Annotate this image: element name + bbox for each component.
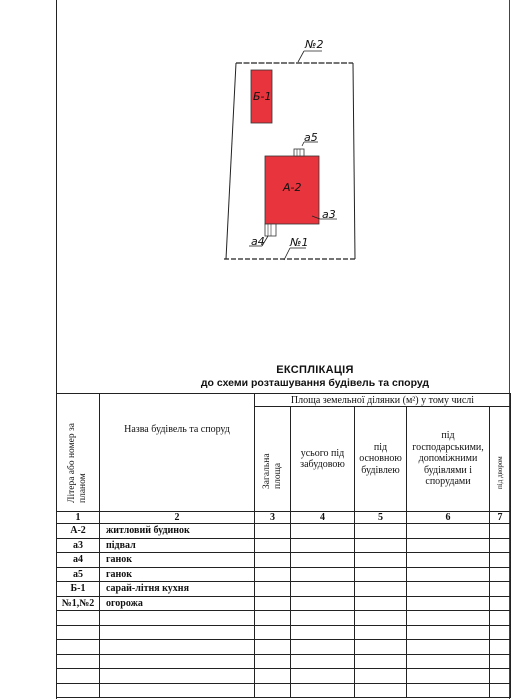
col-number: 6: [407, 512, 490, 524]
row-code: а5: [57, 567, 100, 582]
row-name: огорожа: [100, 596, 255, 611]
header-area-group: Площа земельної ділянки (м²) у тому числі: [255, 394, 511, 407]
row-name: житловий будинок: [100, 524, 255, 539]
building-b1: [251, 70, 272, 123]
header-name: Назва будівель та споруд: [100, 394, 255, 512]
explication-table: [56, 393, 511, 698]
explication-heading: ЕКСПЛІКАЦІЯ: [276, 364, 354, 376]
header-aux: під господарськими, допоміжними будівлями і спорудами: [407, 407, 490, 512]
col-number: 4: [291, 512, 355, 524]
row-name: сарай-літня кухня: [100, 582, 255, 597]
row-name: ганок: [100, 553, 255, 568]
table-row: [57, 567, 511, 582]
header-yard-text: під двором: [495, 456, 504, 489]
explication-subheading: до схеми розташування будівель та споруд: [200, 377, 430, 389]
table-row: [57, 538, 511, 553]
col-number: 5: [355, 512, 407, 524]
col-number: 3: [255, 512, 291, 524]
explication-title: [160, 364, 470, 389]
porch-a5: [294, 131, 318, 156]
row-name: підвал: [100, 538, 255, 553]
table-row: [57, 524, 511, 539]
table-row: [57, 553, 511, 568]
table-row: [57, 582, 511, 597]
table-row-empty: [57, 669, 511, 684]
header-letter: [57, 394, 100, 512]
table-row-empty: [57, 625, 511, 640]
header-letter-text: Літера або номер за планом: [67, 422, 88, 503]
building-a2-label: А-2: [283, 181, 302, 194]
building-b1-label: Б-1: [253, 90, 272, 103]
column-number-row: [57, 512, 511, 524]
table-row-empty: [57, 654, 511, 669]
header-main: під основною будівлею: [355, 407, 407, 512]
table-row-empty: [57, 611, 511, 626]
fence-bottom-label: №1: [290, 236, 309, 249]
col-number: 1: [57, 512, 100, 524]
table-row-empty: [57, 683, 511, 698]
row-code: Б-1: [57, 582, 100, 597]
header-yard: [490, 407, 511, 512]
row-code: №1,№2: [57, 596, 100, 611]
fence-label-top: [298, 38, 323, 62]
table-row: [57, 596, 511, 611]
row-name: ганок: [100, 567, 255, 582]
porch-a5-label: а5: [304, 131, 318, 144]
header-built: усього під забудовою: [291, 407, 355, 512]
fence-label-bottom: [284, 236, 308, 260]
col-number: 2: [100, 512, 255, 524]
row-code: а3: [57, 538, 100, 553]
header-total-text: Загальна площа: [261, 453, 283, 489]
fence-top-label: №2: [305, 38, 324, 51]
basement-a3-label: а3: [322, 208, 336, 221]
porch-a4-label: а4: [251, 235, 265, 248]
row-code: А-2: [57, 524, 100, 539]
building-a2: [265, 156, 319, 224]
table-row-empty: [57, 640, 511, 655]
header-total: [255, 407, 291, 512]
porch-a4: [249, 224, 276, 248]
col-number: 7: [490, 512, 511, 524]
row-code: а4: [57, 553, 100, 568]
